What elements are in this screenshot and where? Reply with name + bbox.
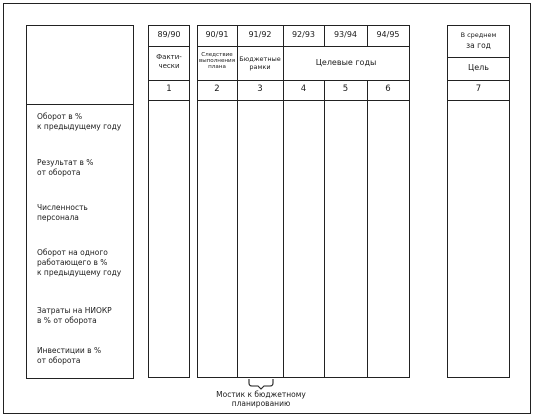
col-number-1: 1 — [166, 84, 172, 94]
plan-num-top — [197, 80, 410, 81]
average-label-line1: В среднем — [460, 31, 497, 39]
year-89-90: 89/90 — [157, 30, 181, 39]
plan-col2-left — [197, 25, 198, 378]
plan-right — [409, 25, 410, 378]
col7-num-bottom — [447, 100, 510, 101]
row-divider-number — [26, 104, 134, 105]
year-94-95: 94/95 — [376, 30, 400, 39]
col7-top — [447, 25, 510, 26]
year-90-91: 90/91 — [205, 30, 229, 39]
plan-year-divider — [197, 46, 410, 47]
year-92-93: 92/93 — [291, 30, 316, 39]
plan-col5-right-lower — [367, 80, 368, 378]
col-number-2: 2 — [214, 84, 220, 94]
budget-frame-label: Бюджетные рамки — [239, 55, 281, 71]
col1-year-divider — [148, 46, 190, 47]
col1-num-bottom — [148, 100, 190, 101]
fact-label: Факти- чески — [156, 53, 182, 70]
plan-col3-left — [237, 25, 238, 378]
bridge-caption: Мостик к бюджетному планированию — [216, 390, 306, 408]
row-label-result: Результат в % от оборота — [37, 158, 94, 177]
col-number-7: 7 — [475, 84, 482, 94]
col1-left — [148, 25, 149, 378]
plan-num-bottom — [197, 100, 410, 101]
plan-bottom — [197, 377, 410, 378]
plan-top — [197, 25, 410, 26]
col7-bottom — [447, 377, 510, 378]
row-label-rnd-costs: Затраты на НИОКР в % от оборота — [37, 306, 112, 325]
target-label: Цель — [468, 63, 489, 72]
col7-right — [509, 25, 510, 378]
target-years-label: Целевые годы — [315, 58, 377, 67]
col7-left — [447, 25, 448, 378]
year-93-94: 93/94 — [333, 30, 358, 39]
col7-label-divider — [447, 57, 510, 58]
label-col-left-border — [26, 25, 27, 379]
row-label-turnover-per-worker: Оборот на одного работающего в % к предыдущему году — [37, 248, 122, 277]
col7-num-top — [447, 80, 510, 81]
plan-col4-right-lower — [324, 80, 325, 378]
col1-right — [189, 25, 190, 378]
col1-top — [148, 25, 190, 26]
row-label-investments: Инвестиции в % от оборота — [37, 346, 102, 365]
label-col-bottom-border — [26, 378, 134, 379]
col-number-3: 3 — [257, 84, 263, 94]
year-91-92: 91/92 — [248, 30, 272, 39]
plan-col4-left — [283, 25, 284, 378]
average-label-line2: за год — [466, 41, 491, 50]
row-divider-top — [26, 25, 134, 26]
row-label-headcount: Численность персонала — [37, 203, 88, 222]
col-number-5: 5 — [342, 84, 349, 94]
budget-bridge-label: Следствие выполнения плана — [198, 52, 236, 71]
row-label-turnover: Оборот в % к предыдущему году — [37, 112, 122, 131]
label-col-right-border — [133, 25, 134, 379]
col1-bottom — [148, 377, 190, 378]
col-number-6: 6 — [385, 84, 391, 94]
col1-num-top — [148, 80, 190, 81]
col-number-4: 4 — [300, 84, 307, 94]
